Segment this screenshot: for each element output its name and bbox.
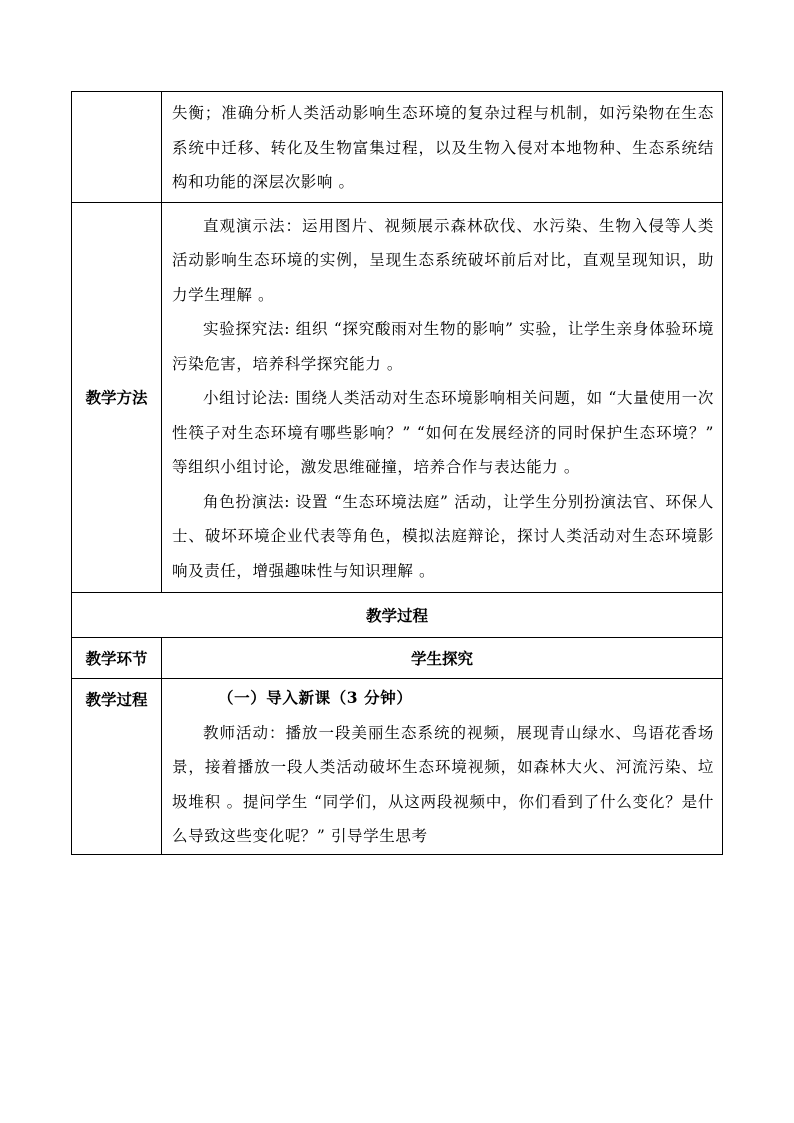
methods-label: 教学方法: [72, 202, 162, 593]
method-paragraph: 实验探究法: 组织 “探究酸雨对生物的影响” 实验，让学生亲身体验环境污染危害，培养科学探究能力 。: [172, 320, 714, 373]
process-content-cell: [162, 679, 723, 855]
lesson-plan-table: [71, 91, 723, 855]
process-header-row: [72, 593, 723, 638]
process-paragraph: 教师活动：播放一段美丽生态系统的视频，展现青山绿水、鸟语花香场景，接着播放一段人类活动破坏生态环境视频，如森林大火、河流污染、垃圾堆积 。提问学生 “同学们，从这两段视频中，你们看到了什么变化？是什么导致这些变化呢？” 引导学生思考: [172, 723, 714, 845]
stage-value: 学生探究: [162, 638, 723, 679]
process-label: 教学过程: [72, 679, 162, 855]
method-paragraph: 小组讨论法: 围绕人类活动对生态环境影响相关问题，如 “大量使用一次性筷子对生态环境有哪些影响？” “如何在发展经济的同时保护生态环境？” 等组织小组讨论，激发思维碰撞，培养合作与表达能力 。: [172, 389, 714, 476]
process-heading: （一）导入新课（3 分钟）: [218, 688, 413, 707]
goal-text: 失衡；准确分析人类活动影响生态环境的复杂过程与机制，如污染物在生态系统中迁移、转化及生物富集过程，以及生物入侵对本地物种、生态系统结构和功能的深层次影响 。: [172, 104, 714, 191]
goal-row: [72, 92, 723, 203]
stage-row: [72, 638, 723, 679]
methods-content-cell: [162, 202, 723, 593]
methods-row: [72, 202, 723, 593]
method-paragraph: 角色扮演法: 设置 “生态环境法庭” 活动，让学生分别扮演法官、环保人士、破坏环境企业代表等角色，模拟法庭辩论，探讨人类活动对生态环境影响及责任，增强趣味性与知识理解 。: [172, 492, 714, 580]
method-paragraph: 直观演示法：运用图片、视频展示森林砍伐、水污染、生物入侵等人类活动影响生态环境的实例，呈现生态系统破坏前后对比，直观呈现知识，助力学生理解 。: [172, 216, 714, 304]
goal-label-cell: [72, 92, 162, 203]
process-header: 教学过程: [72, 593, 723, 638]
stage-label: 教学环节: [72, 638, 162, 679]
goal-content-cell: [162, 92, 723, 203]
process-row: [72, 679, 723, 855]
